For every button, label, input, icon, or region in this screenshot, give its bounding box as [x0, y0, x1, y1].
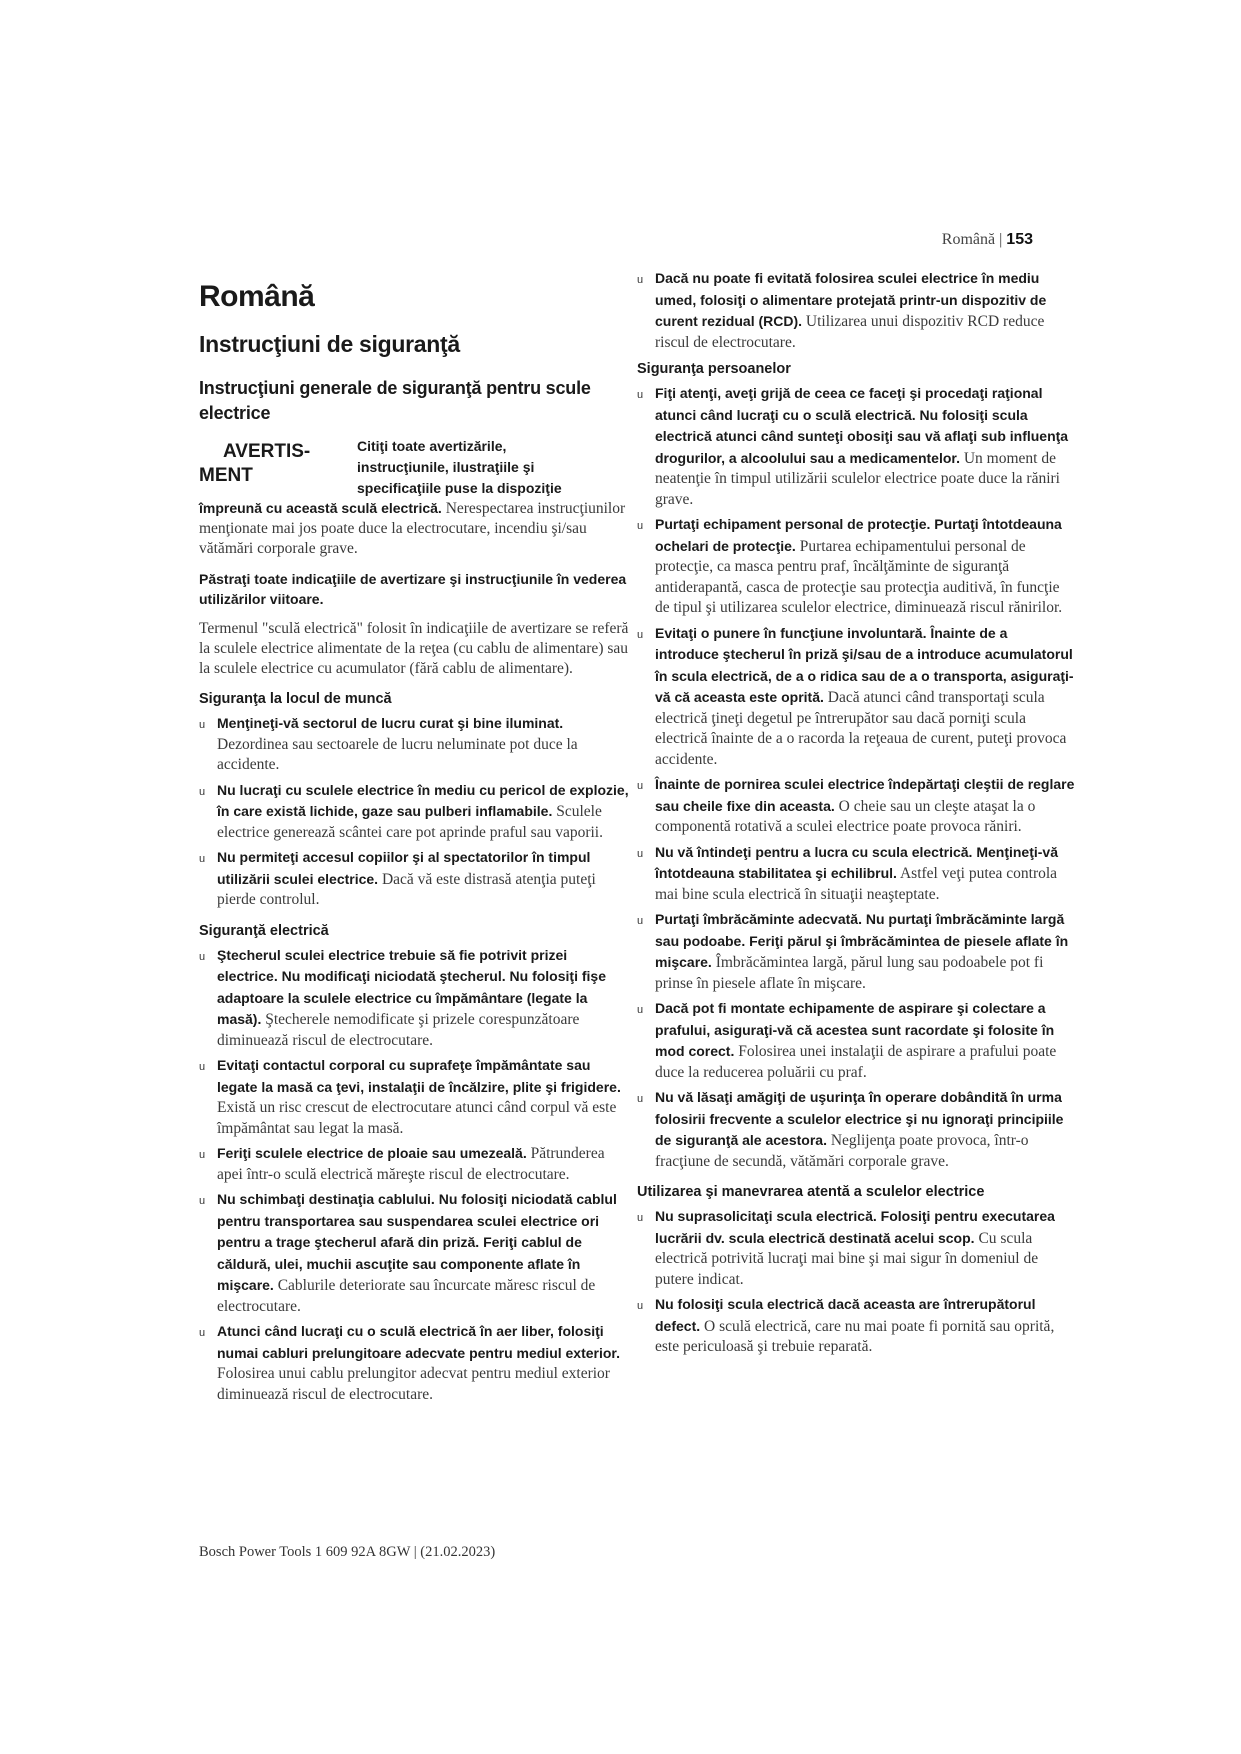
- bullet-marker: u: [199, 719, 206, 731]
- list-item: [637, 383, 1075, 510]
- bullet-marker: u: [637, 520, 644, 532]
- item-warning: Dacă nu poate fi evitată folosirea sculei electrice în mediu umed, folosiţi o alimentare protejată printr-un dispozitiv de curent rezidual (RCD).: [655, 270, 1047, 329]
- bullet-marker: u: [199, 1061, 206, 1073]
- list-item: [199, 847, 631, 911]
- topic-personal: Siguranţa persoanelor: [637, 361, 791, 377]
- item-explanation: Folosirea unui cablu prelungitor adecvat pentru mediul exterior diminuează riscul de electrocutare.: [217, 1365, 610, 1403]
- item-warning: Nu vă întindeţi pentru a lucra cu scula electrică. Menţineţi-vă întotdeauna stabilitatea şi echilibrul.: [655, 843, 1058, 881]
- item-explanation: O sculă electrică, care nu mai poate fi pornită sau oprită, este periculoasă şi trebuie reparată.: [655, 1317, 1055, 1355]
- item-warning: Fiţi atenţi, aveţi grijă de ceea ce faceţi şi procedaţi raţional atunci când lucraţi cu o sculă electrică. Nu folosiţi scula electrică atunci când sunteţi obosiţi sau vă aflaţi sub influenţa drogurilor, a alcoolului sau a medicamentelor.: [655, 385, 1069, 466]
- list-item: [199, 1143, 631, 1185]
- item-explanation: Purtarea echipamentului personal de protecţie, ca masca pentru praf, încălţăminte de siguranţă antiderapantă, casca de protecţie sau protecţia auditivă, în funcţie de tipul şi utilizarea sculelor electrice, diminuează riscul rănirilor.: [655, 537, 1063, 616]
- list-item: [199, 713, 631, 776]
- item-explanation: Există un risc crescut de electrocutare atunci când corpul vă este împământat sau legat la masă.: [217, 1099, 617, 1137]
- item-explanation: Dacă atunci când transportaţi scula electrică ţineţi degetul pe întrerupător sau dacă porniţi scula electrică înainte de a o racorda la reţeaua de curent, puteţi provoca accidente.: [655, 689, 1067, 768]
- warning-lead-line-1: Citiţi toate avertizările,: [357, 438, 507, 454]
- page-footer: Bosch Power Tools 1 609 92A 8GW | (21.02.2023): [199, 1544, 496, 1560]
- item-warning: Purtaţi echipament personal de protecţie. Purtaţi întotdeauna ochelari de protecţie.: [655, 516, 1062, 554]
- item-explanation: O cheie sau un cleşte ataşat la o componentă rotativă a sculei electrice poate provoca răniri.: [655, 797, 1036, 835]
- list-item: [637, 909, 1075, 994]
- warning-continuation: [199, 498, 631, 559]
- item-warning: Nu vă lăsaţi amăgiţi de uşurinţa în operare dobândită în urma folosirii frecvente a sculelor electrice şi nu ignoraţi principiile de siguranţă ale acestora.: [655, 1089, 1064, 1148]
- topic-work-area: Siguranţa la locul de muncă: [199, 691, 392, 707]
- list-item: [637, 623, 1075, 771]
- item-explanation: Îmbrăcămintea largă, părul lung sau podoabele pot fi prinse în piesele aflate în mişcare.: [655, 954, 1044, 992]
- item-explanation: Ştecherele nemodificate şi prizele corespunzătoare diminuează riscul de electrocutare.: [217, 1011, 580, 1049]
- item-explanation: Folosirea unei instalaţii de aspirare a prafului poate duce la reducerea poluării cu praf.: [655, 1043, 1057, 1081]
- bullet-marker: u: [637, 1300, 644, 1312]
- subsection-title: Instrucţiuni generale de siguranţă pentru scule electrice: [199, 378, 591, 423]
- item-warning: Ştecherul sculei electrice trebuie să fie potrivit prizei electrice. Nu modificaţi niciodată ştecherul. Nu folosiţi fişe adaptoare la sculele electrice cu împământare (legate la masă).: [217, 946, 606, 1027]
- bullet-marker: u: [637, 780, 644, 792]
- list-item: [637, 998, 1075, 1083]
- list-item: [637, 514, 1075, 619]
- item-explanation: Un moment de neatenţie în timpul utilizării sculelor electrice poate duce la răniri grave.: [655, 449, 1060, 508]
- electrical-list: [199, 945, 631, 1406]
- section-title: Instrucţiuni de siguranţă: [199, 331, 460, 357]
- left-column: [199, 268, 631, 1409]
- item-warning: Nu suprasolicitaţi scula electrică. Folosiţi pentru executarea lucrării dv. scula electrică destinată acelui scop.: [655, 1208, 1055, 1246]
- list-item: [199, 1055, 631, 1139]
- item-explanation: Neglijenţa poate provoca, într-o fracţiune de secundă, vătămări corporale grave.: [655, 1132, 1029, 1170]
- bullet-marker: u: [637, 1004, 644, 1016]
- bullet-marker: u: [637, 628, 644, 641]
- warning-lead-line-3: specificaţiile puse la dispoziţie: [357, 480, 562, 496]
- list-item: [637, 774, 1075, 838]
- item-warning: Evitaţi contactul corporal cu suprafeţe împământate sau legate la masă ca ţevi, instalaţii de încălzire, plite şi frigidere.: [217, 1057, 621, 1095]
- list-item: [637, 1294, 1075, 1358]
- item-explanation: Astfel veţi putea controla mai bine scula electrică în situaţii neaşteptate.: [655, 865, 1058, 903]
- keep-instructions-notice: Păstraţi toate indicaţiile de avertizare şi instrucţiunile în vederea utilizărilor viitoare.: [199, 571, 627, 607]
- item-explanation: Pătrunderea apei într-o sculă electrică măreşte riscul de electrocutare.: [217, 1145, 605, 1183]
- bullet-marker: u: [199, 1149, 206, 1161]
- warning-label: [199, 440, 310, 488]
- item-warning: Nu folosiţi scula electrică dacă aceasta are întrerupătorul defect.: [655, 1296, 1036, 1334]
- bullet-marker: u: [199, 785, 206, 798]
- warning-block: [199, 436, 631, 498]
- item-explanation: Cu scula electrică potrivită lucraţi mai bine şi mai sigur în domeniul de putere indicat.: [655, 1229, 1039, 1288]
- item-warning: Purtaţi îmbrăcăminte adecvată. Nu purtaţi îmbrăcăminte largă sau podoabe. Feriţi părul şi îmbrăcămintea de piesele aflate în mişcare.: [655, 911, 1069, 970]
- warning-lead-line-2: instrucţiunile, ilustraţiile şi: [357, 459, 535, 475]
- bullet-marker: u: [199, 950, 206, 963]
- list-item: [637, 842, 1075, 906]
- item-warning: Nu schimbaţi destinaţia cablului. Nu folosiţi niciodată cablul pentru transportarea sau suspendarea sculei electrice ori pentru a trage ştecherul afară din priză. Feriţi cablul de căldură, ulei, muchii ascuţite sau componente aflate în mişcare.: [217, 1191, 617, 1293]
- language-title: Română: [199, 280, 315, 313]
- list-item: [199, 945, 631, 1052]
- item-explanation: Sculele electrice generează scântei care pot aprinde praful sau vaporii.: [217, 803, 603, 841]
- bullet-marker: u: [637, 274, 644, 286]
- bullet-marker: u: [199, 1327, 206, 1339]
- bullet-marker: u: [199, 1195, 206, 1207]
- item-warning: Înainte de pornirea sculei electrice îndepărtaţi cleştii de reglare sau cheile fixe din aceasta.: [655, 776, 1075, 814]
- item-warning: Menţineţi-vă sectorul de lucru curat şi bine iluminat.: [217, 715, 564, 731]
- item-warning: Feriţi sculele electrice de ploaie sau umezeală.: [217, 1145, 527, 1161]
- warning-label-line-2: MENT: [199, 465, 253, 486]
- bullet-marker: u: [637, 1093, 644, 1105]
- bullet-marker: u: [637, 389, 644, 401]
- rcd-list: [637, 268, 1075, 353]
- bullet-marker: u: [637, 915, 644, 927]
- page-number: 153: [1006, 231, 1033, 248]
- warning-cont-bold: împreună cu această sculă electrică.: [199, 500, 442, 516]
- warning-lead: [357, 436, 637, 499]
- item-warning: Dacă pot fi montate echipamente de aspirare şi colectare a prafului, asiguraţi-vă că acestea sunt racordate şi folosite în mod corect.: [655, 1000, 1055, 1059]
- item-warning: Nu lucraţi cu sculele electrice în mediu cu pericol de explozie, în care există lichide, gaze sau pulberi inflamabile.: [217, 781, 629, 819]
- page-header: Română | 153: [941, 231, 1033, 248]
- personal-safety-list: [637, 383, 1075, 1172]
- item-warning: Evitaţi o punere în funcţiune involuntară. Înainte de a introduce ştecherul în priză şi/sau de a introduce acumulatorul în scula electrică, de a o ridica sau de a o transporta, asiguraţi-vă că aceasta este oprită.: [655, 624, 1074, 705]
- item-explanation: Cablurile deteriorate sau încurcate măresc riscul de electrocutare.: [217, 1277, 596, 1315]
- item-explanation: Dezordinea sau sectoarele de lucru neluminate pot duce la accidente.: [217, 735, 578, 773]
- bullet-marker: u: [199, 853, 206, 865]
- list-item: [637, 1206, 1075, 1290]
- bullet-marker: u: [637, 847, 644, 860]
- item-warning: Nu permiteţi accesul copiilor şi al spectatorilor în timpul utilizării sculei electrice.: [217, 849, 591, 887]
- item-warning: Atunci când lucraţi cu o sculă electrică în aer liber, folosiţi numai cabluri prelungitoare adecvate pentru mediul exterior.: [217, 1323, 620, 1361]
- list-item: [199, 1321, 631, 1405]
- header-language: Română: [941, 231, 996, 248]
- work-area-list: [199, 713, 631, 911]
- power-tool-definition: Termenul "sculă electrică" folosit în indicaţiile de avertizare se referă la sculele electrice alimentate de la reţea (cu cablu de alimentare) sau la sculele electrice cu acumulator (fără cablu de alimentare).: [199, 620, 629, 677]
- list-item: [199, 1189, 631, 1317]
- warning-cont-text: Nerespectarea instrucţiunilor menţionate mai jos poate duce la electrocutare, incendiu şi/sau vătămări corporale grave.: [199, 500, 626, 557]
- bullet-marker: u: [637, 1212, 644, 1224]
- list-item: [199, 780, 631, 844]
- item-explanation: Dacă vă este distrasă atenţia puteţi pierde controlul.: [217, 870, 596, 908]
- right-column: [637, 268, 1075, 1362]
- list-item: [637, 1087, 1075, 1172]
- item-explanation: Utilizarea unui dispozitiv RCD reduce riscul de electrocutare.: [655, 313, 1045, 351]
- warning-label-line-1: AVERTIS-: [223, 441, 311, 462]
- tool-usage-list: [637, 1206, 1075, 1358]
- list-item: [637, 268, 1075, 353]
- topic-electrical: Siguranţă electrică: [199, 922, 329, 939]
- topic-usage: Utilizarea şi manevrarea atentă a sculelor electrice: [637, 1184, 985, 1200]
